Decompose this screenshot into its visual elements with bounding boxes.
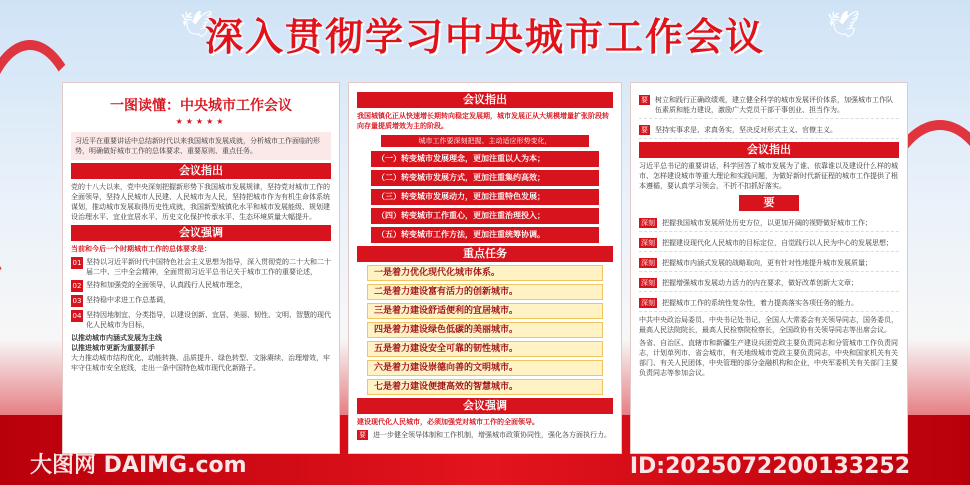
attendees-text: 中共中央政治局委员、中央书记处书记，全国人大常委会有关领导同志，国务委员，最高人民法院院长，最高人民检察院检察长，全国政协有关领导同志等出席会议。 — [639, 316, 898, 334]
list-item: 深刻 把握建设现代化人民城市的目标定位，自觉践行以人民为中心的发展思想； — [639, 235, 899, 252]
bullet-line: 以推进城市更新为重要抓手 — [71, 344, 155, 352]
watermark-left: 大图网 DAIMG.com — [30, 453, 247, 478]
panel-heading: 一图读懂：中央城市工作会议 — [110, 98, 292, 114]
bullet-line: 以推动城市内涵式发展为主线 — [71, 334, 162, 342]
section-text: 我国城镇化正从快速增长期转向稳定发展期，城市发展正从大规模增量扩张阶段转向存量提质增效为主的阶段。 — [357, 112, 609, 130]
section-text: 习近平总书记的重要讲话，科学回答了城市发展为了谁、依靠谁以及建设什么样的城市、怎样建设城市等重大理论和实践问题，为做好新时代新征程的城市工作提供了根本遵循，要认真学习领会，不折不扣抓好落实。 — [639, 162, 898, 190]
panel-right — [630, 82, 908, 454]
section-bar: 会议指出 — [357, 92, 613, 108]
requirements-title: 当前和今后一个时期城市工作的总体要求是： — [71, 245, 211, 253]
task-item: 七是着力建设便捷高效的智慧城市。 — [367, 379, 603, 395]
list-item: 深刻 把握城市内涵式发展的战略取向，更有针对性地提升城市发展质量； — [639, 255, 899, 272]
list-item: 要 进一步健全领导体制和工作机制，增强城市政策协同性，强化各方面执行力。 — [359, 431, 611, 439]
shift-item: （二）转变城市发展方式，更加注重集约高效； — [371, 170, 599, 186]
attendees-text-2: 各省、自治区、直辖市和新疆生产建设兵团党政主要负责同志和分管城市工作负责同志，计划单列市、省会城市，有关地级城市党政主要负责同志，中央和国家机关有关部门、有关人民团体，中央管理的部分金融机构和企业，中央军委机关有关部门主要负责同志等参加会议。 — [639, 339, 898, 377]
subtitle: 城市工作要深刻把握、主动适应形势变化， — [381, 135, 589, 147]
task-item: 六是着力建设崇德向善的文明城市。 — [367, 360, 603, 376]
list-item: 01 坚持以习近平新时代中国特色社会主义思想为指导，深入贯彻党的二十大和二十届二中、三中全会精神，全面贯彻习近平总书记关于城市工作的重要论述， — [72, 258, 331, 276]
watermark-right: ID:2025072200133252 — [629, 454, 910, 479]
task-item: 一是着力优化现代化城市体系。 — [367, 265, 603, 281]
yao-bar: 要 — [739, 195, 799, 211]
panel-middle — [348, 82, 622, 454]
shift-item: （三）转变城市发展动力，更加注重特色发展； — [371, 189, 599, 205]
task-item: 四是着力建设绿色低碳的美丽城市。 — [367, 322, 603, 338]
intro-text: 习近平在重要讲话中总结新时代以来我国城市发展成就，分析城市工作面临的形势，明确做好城市工作的总体要求、重要原则、重点任务。 — [71, 132, 331, 160]
section-text: 建设现代化人民城市，必须加强党对城市工作的全面领导。 — [357, 418, 539, 426]
section-bar: 会议指出 — [71, 163, 331, 179]
tail-text: 大力推动城市结构优化、动能转换、品质提升、绿色转型、文脉赓续、治理增效，牢牢守住城市安全底线，走出一条中国特色城市现代化新路子。 — [71, 354, 330, 372]
panel-left — [62, 82, 340, 454]
list-item: 要 坚持实事求是、求真务实，坚决反对形式主义、官僚主义。 — [639, 122, 899, 139]
dove-icon: 🕊 — [180, 10, 214, 40]
list-item: 04 坚持因地制宜、分类指导，以建设创新、宜居、美丽、韧性、文明、智慧的现代化人民城市为目标， — [72, 311, 331, 329]
section-bar: 会议强调 — [357, 398, 613, 414]
list-item: 02 坚持和加强党的全面领导，认真践行人民城市理念， — [72, 281, 247, 290]
stars-decoration: ★★★★★ — [175, 117, 227, 126]
list-item: 深刻 把握我国城市发展所处历史方位，以更加开阔的视野做好城市工作； — [639, 215, 899, 232]
list-item: 03 坚持稳中求进工作总基调， — [72, 296, 170, 305]
task-item: 三是着力建设舒适便利的宜居城市。 — [367, 303, 603, 319]
dove-icon: 🕊 — [826, 10, 860, 40]
task-item: 二是着力建设富有活力的创新城市。 — [367, 284, 603, 300]
section-bar: 会议强调 — [71, 225, 331, 241]
section-text: 党的十八大以来，党中央深刻把握新形势下我国城市发展规律，坚持党对城市工作的全面领导，坚持人民城市人民建、人民城市为人民，坚持把城市作为有机生命体系统谋划，推动城市发展取得历史性成就，我国新型城镇化水平和城市发展能级、规划建设治理水平、宜业宜居水平、历史文化保护传承水平、生态环境质量大幅提升。 — [71, 183, 330, 221]
task-item: 五是着力建设安全可靠的韧性城市。 — [367, 341, 603, 357]
shift-item: （五）转变城市工作方法，更加注重统筹协调。 — [371, 227, 599, 243]
shift-item: （一）转变城市发展理念，更加注重以人为本； — [371, 151, 599, 167]
list-item: 深刻 把握城市工作的系统性复杂性，着力提高落实各项任务的能力。 — [639, 295, 899, 312]
list-item: 深刻 把握增强城市发展动力活力的内在要求，做好改革创新大文章； — [639, 275, 899, 292]
section-bar: 重点任务 — [357, 246, 613, 262]
poster-title: 深入贯彻学习中央城市工作会议 — [204, 15, 765, 59]
shift-item: （四）转变城市工作重心，更加注重治理投入； — [371, 208, 599, 224]
list-item: 要 树立和践行正确政绩观，建立健全科学的城市发展评价体系，加强城市工作队伍素质和能力建设，激励广大党员干部干事创业、担当作为。 — [639, 92, 899, 119]
section-bar: 会议指出 — [639, 142, 899, 158]
